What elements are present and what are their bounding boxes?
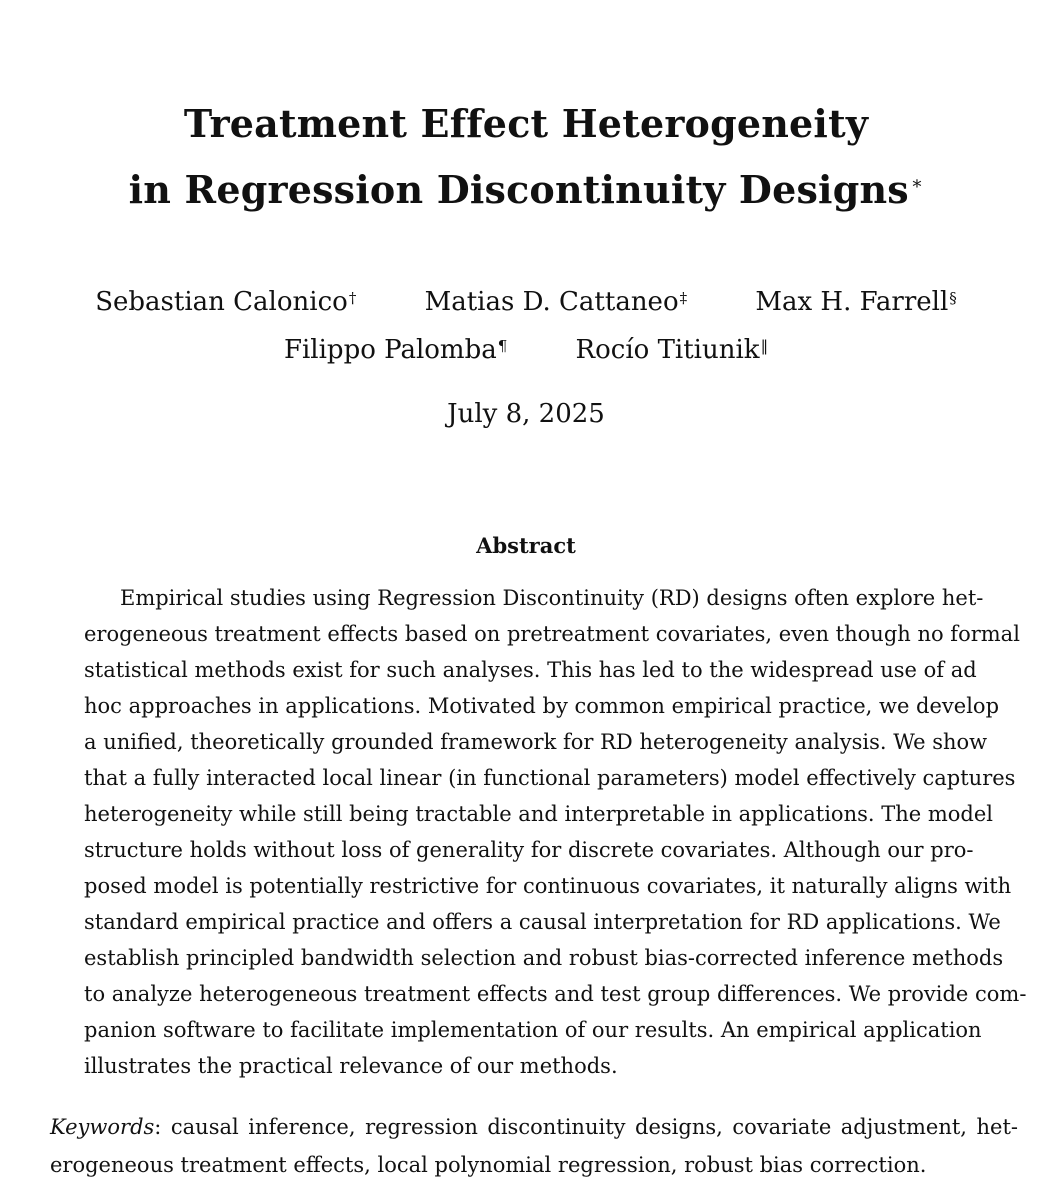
abstract-line: to analyze heterogeneous treatment effects and test group differences. We provide com-	[84, 982, 1027, 1006]
author-row-2	[0, 334, 1052, 366]
keywords-label: Keywords	[50, 1115, 155, 1139]
abstract-line: statistical methods exist for such analyses. This has led to the widespread use of ad	[84, 658, 977, 682]
author-footnote-mark: †	[348, 289, 357, 307]
abstract-line: Empirical studies using Regression Discontinuity (RD) designs often explore het-	[120, 586, 984, 610]
author	[95, 286, 356, 318]
abstract-line: posed model is potentially restrictive for continuous covariates, it naturally aligns with	[84, 874, 1012, 898]
author-name: Matias D. Cattaneo	[424, 287, 679, 317]
author-name: Max H. Farrell	[755, 287, 949, 317]
abstract-heading: Abstract	[476, 533, 576, 558]
abstract-line: heterogeneity while still being tractable and interpretable in applications. The model	[84, 802, 994, 826]
abstract-line: hoc approaches in applications. Motivated by common empirical practice, we develop	[84, 694, 1000, 718]
abstract-line: a unified, theoretically grounded framework for RD heterogeneity analysis. We show	[84, 730, 988, 754]
abstract-body	[84, 580, 1027, 1084]
keywords	[50, 1108, 1018, 1184]
author	[576, 334, 769, 366]
keywords-line-2: erogeneous treatment effects, local polynomial regression, robust bias correction.	[50, 1153, 927, 1177]
paper-title-line-1	[0, 102, 1052, 146]
paper-title-line-2	[0, 168, 1052, 212]
paper-date: July 8, 2025	[447, 399, 605, 429]
keywords-line-1	[50, 1108, 1018, 1146]
author-footnote-mark: ‖	[760, 337, 769, 355]
abstract-line: panion software to facilitate implementation of our results. An empirical application	[84, 1018, 982, 1042]
author-row-1	[0, 286, 1052, 318]
author-name: Rocío Titiunik	[575, 335, 760, 365]
title-footnote-mark: ∗	[910, 173, 924, 194]
abstract-line: erogeneous treatment effects based on pretreatment covariates, even though no formal	[84, 622, 1020, 646]
abstract-line: illustrates the practical relevance of our methods.	[84, 1054, 618, 1078]
abstract-line: that a fully interacted local linear (in functional parameters) model effectively captures	[84, 766, 1016, 790]
author-name: Sebastian Calonico	[95, 287, 348, 317]
title-text-2: in Regression Discontinuity Designs	[128, 167, 909, 212]
abstract-line: establish principled bandwidth selection and robust bias-corrected inference methods	[84, 946, 1004, 970]
author	[425, 286, 688, 318]
abstract-line: standard empirical practice and offers a causal interpretation for RD applications. We	[84, 910, 1001, 934]
author-footnote-mark: ‡	[679, 289, 688, 307]
author	[284, 334, 507, 366]
abstract-line: structure holds without loss of generality for discrete covariates. Although our pro-	[84, 838, 974, 862]
author-footnote-mark: ¶	[497, 337, 508, 355]
keywords-text-1: : causal inference, regression discontinuity designs, covariate adjustment, het-	[154, 1115, 1018, 1139]
author-footnote-mark: §	[949, 289, 957, 307]
author-name: Filippo Palomba	[283, 335, 497, 365]
title-text-1: Treatment Effect Heterogeneity	[183, 101, 869, 146]
author	[755, 286, 956, 318]
